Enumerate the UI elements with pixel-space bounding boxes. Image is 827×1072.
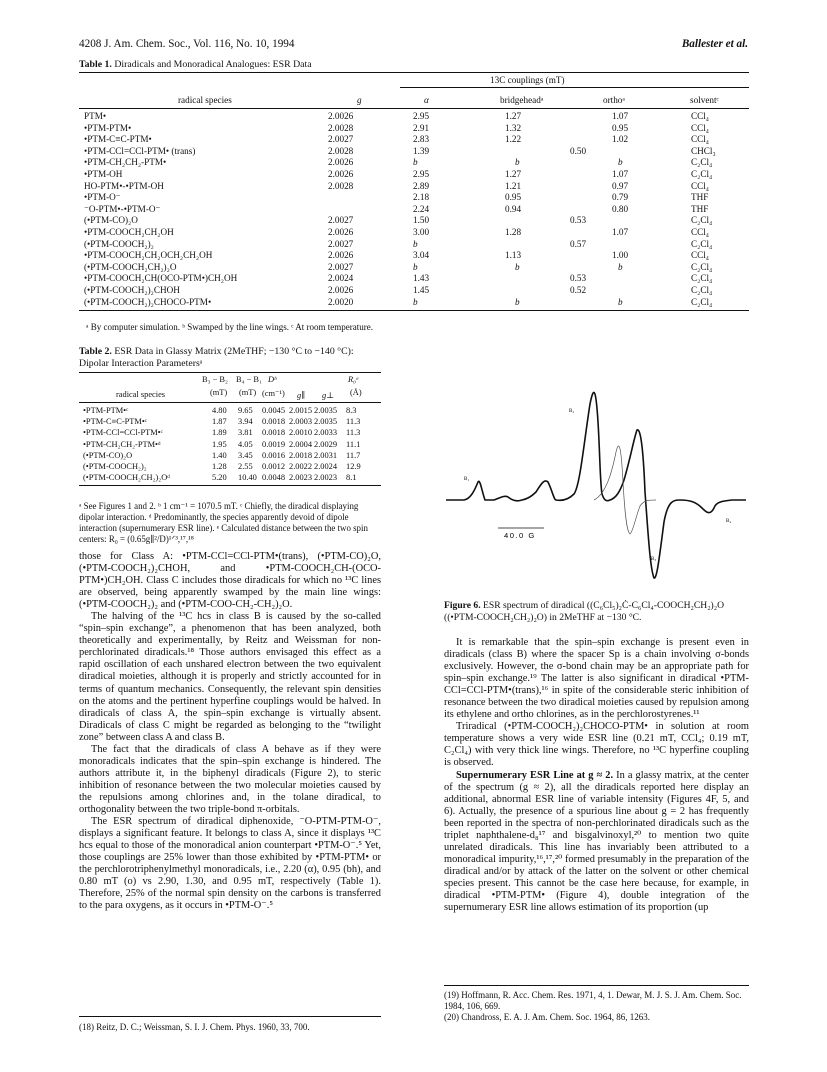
table1-cell-bridgehead-ortho: 0.53 — [570, 273, 587, 284]
table1-cell-ortho: b — [618, 296, 623, 307]
table1-cell-solvent: C₂Cl₄ — [691, 285, 713, 295]
left-paragraph-2: The halving of the ¹³C hcs in class B is caused by the so-called “spin–spin exchange”, a phenomenon that has been analyzed, both theoretically and experimentally, by Reitz and Weissman for non-perchlorinated diradicals.¹⁸ Those authors envisaged this effect as a rapid oscillation of each unshared electron between the two equivalent diradical moieties, although it is properly and strictly accounted for in terms of quantum mechanics. Consequently, the relevant spin densities on the atoms and the pertinent hyperfine couplings would be halved. In diradicals of class A, the spin–spin exchange is virtually absent. Diradicals of class C might be regarded as belonging to the “twilight zone” between class A and class B. — [79, 611, 381, 743]
table1-group-header: 13C couplings (mT) — [490, 75, 565, 85]
table-row — [0, 427, 400, 438]
table2-cell-species: •PTM-PTM•ᶜ — [83, 406, 129, 415]
table2-cell-value: 9.65 — [238, 406, 253, 415]
table-row — [0, 227, 827, 239]
right-paragraph-3 — [444, 770, 749, 915]
table-row — [0, 239, 827, 251]
table2-cell-value: 5.20 — [212, 473, 227, 483]
table-row — [0, 297, 827, 309]
table1-cell-bridgehead: b — [515, 261, 520, 272]
table-row — [0, 192, 827, 204]
table1-cell-bridgehead: b — [515, 157, 520, 168]
table1-cell-solvent: CCl₄ — [691, 180, 710, 191]
references-right — [444, 990, 749, 1023]
table1-cell-species: (•PTM-COOCH₂CH₂)₂O — [84, 261, 177, 272]
table1-cell-alpha: 2.91 — [413, 122, 430, 133]
table1-cell-solvent: CCl₄ — [691, 250, 710, 261]
table1 — [0, 72, 827, 322]
table1-header-bridgehead: bridgeheadᵃ — [500, 95, 544, 105]
table2-cell-value: 1.89 — [212, 428, 227, 438]
table1-cell-species: •PTM-C≡C-PTM• — [84, 134, 152, 145]
table1-cell-g: 2.0027 — [328, 238, 354, 249]
table1-cell-alpha: b — [413, 261, 418, 272]
table1-cell-bridgehead-ortho: 0.50 — [570, 145, 587, 156]
table1-cell-ortho: 1.00 — [612, 250, 629, 261]
table1-cell-species: ⁻O-PTM•-•PTM-O⁻ — [84, 203, 161, 214]
table2-cell-value: 11.3 — [346, 428, 361, 438]
table1-cell-g: 2.0028 — [328, 180, 354, 191]
table1-cell-solvent: CCl₄ — [691, 227, 710, 237]
table-row — [0, 181, 827, 193]
reference-19: (19) Hoffmann, R. Acc. Chem. Res. 1971, 4, 1. Dewar, M. J. S. J. Am. Chem. Soc. 1984, 106, 669. — [444, 990, 742, 1011]
table2-cell-value: 2.0010 — [289, 428, 313, 438]
table2-caption-text: ESR Data in Glassy Matrix (2MeTHF; −130 °C to −140 °C): Dipolar Interaction Parametersᵃ — [79, 346, 354, 370]
table2-header-r0-unit: (Å) — [350, 388, 362, 397]
table1-cell-bridgehead: 0.95 — [505, 192, 522, 203]
table2-cell-value: 0.0016 — [262, 450, 286, 460]
table-row — [0, 439, 400, 450]
table2-cell-value: 1.28 — [212, 462, 227, 471]
table1-cell-solvent: CCl₄ — [691, 122, 710, 133]
table1-cell-species: •PTM-COOCH₂CH₂OCH₂CH₂OH — [84, 250, 213, 261]
table1-cell-bridgehead: 1.27 — [505, 111, 522, 121]
table-row — [0, 146, 827, 158]
table1-cell-solvent: C₂Cl₄ — [691, 296, 713, 307]
left-column-text — [79, 551, 381, 912]
table1-cell-bridgehead: 1.13 — [505, 250, 522, 261]
table2-cell-value: 2.0035 — [314, 406, 338, 415]
table1-cell-alpha: 2.95 — [413, 169, 430, 179]
table2-caption — [79, 346, 379, 370]
table1-cell-solvent: THF — [691, 192, 709, 203]
table1-cell-solvent: CCl₄ — [691, 134, 710, 145]
table-row — [0, 285, 827, 297]
table2-cell-value: 8.3 — [346, 406, 357, 415]
table2-header-d: Dᵇ — [268, 375, 277, 384]
table2-cell-species: (•PTM-COOCH₂)₂ — [83, 462, 147, 471]
table1-cell-solvent: C₂Cl₄ — [691, 261, 713, 272]
table2-footnote: ᵃ See Figures 1 and 2. ᵇ 1 cm⁻¹ = 1070.5 mT. ᶜ Chiefly, the diradical displaying dipolar interaction. ᵈ Predominantly, the species apparently devoid of dipole interaction (supernumerary ESR line). ᵉ Calculated distance between the two spin centers: R₀ = (0.65g∥²/D)¹ᐟ³,¹⁷,¹⁸ — [79, 501, 368, 544]
table1-header-g: g — [357, 95, 362, 105]
figure6-caption-text: ESR spectrum of diradical ((C₆Cl₅)₂Ċ-C₆Cl₄-COOCH₂CH₂)₂O ((•PTM-COOCH₂CH₂)₂O) in 2MeTHF at −130 °C. — [444, 600, 725, 623]
table1-cell-bridgehead-ortho: 0.57 — [570, 238, 587, 249]
left-paragraph-3: The fact that the diradicals of class A behave as if they were monoradicals indicates that the spin–spin exchange is hindered. The authors attribute it, in the biphenyl diradicals (Figure 2), to steric inhibition of resonance between the two molecular moieties caused by the repulsions among chlorines and, in the tolane diradical, to orthogonality between the two triple-bond π-orbitals. — [79, 743, 381, 815]
table2-cell-value: 2.0015 — [289, 406, 313, 415]
table1-header-solvent: solventᶜ — [690, 95, 719, 105]
table1-cell-alpha: 1.50 — [413, 215, 430, 226]
table1-cell-species: •PTM-CH₂CH₂-PTM• — [84, 157, 167, 168]
table1-cell-alpha: 2.24 — [413, 203, 430, 214]
table1-cell-ortho: b — [618, 261, 623, 272]
table2-caption-label: Table 2. — [79, 346, 112, 357]
table2-cell-value: 0.0018 — [262, 428, 286, 438]
table2-cell-value: 2.0024 — [314, 462, 338, 471]
table1-cell-species: •PTM-OH — [84, 169, 123, 179]
table2-cell-species: (•PTM-CO)₂O — [83, 450, 133, 460]
table1-header-ortho: orthoᵃ — [603, 95, 625, 105]
table1-cell-bridgehead-ortho: 0.53 — [570, 215, 587, 226]
table1-cell-alpha: 1.43 — [413, 273, 430, 284]
left-paragraph-1: those for Class A: •PTM-CCl=CCl-PTM•(trans), (•PTM-CO)₂O, (•PTM-COOCH₂)₂CHOH, and •PTM-COOCH₂CH-(OCO-PTM•)CH₂OH. Class C includes those diradicals for which no ¹³C lines are observed, being apparently swamped by the main line wings: (•PTM-COOCH₂)₂ and (•PTM-COO-CH₂-CH₂)₂O. — [79, 551, 381, 611]
table-row — [0, 461, 400, 472]
table1-cell-g: 2.0026 — [328, 169, 354, 179]
table1-cell-alpha: 1.45 — [413, 285, 430, 295]
table1-cell-alpha: 2.18 — [413, 192, 430, 203]
table1-cell-g: 2.0026 — [328, 111, 354, 121]
table1-cell-g: 2.0026 — [328, 250, 354, 261]
table1-cell-solvent: THF — [691, 203, 709, 214]
section-heading: Supernumerary ESR Line at g ≈ 2. — [456, 769, 614, 781]
running-header-left: 4208 J. Am. Chem. Soc., Vol. 116, No. 10, 1994 — [79, 38, 295, 50]
table1-cell-species: PTM• — [84, 111, 107, 121]
table1-cell-species: •PTM-COOCH₂CH₂OH — [84, 227, 174, 237]
table2-cell-value: 4.05 — [238, 439, 253, 449]
table-row — [0, 273, 827, 285]
table1-caption-label: Table 1. — [79, 59, 112, 70]
table1-cell-solvent: CHCl₃ — [691, 145, 716, 156]
figure6-caption — [444, 600, 749, 624]
table2-cell-value: 4.80 — [212, 406, 227, 415]
esr-spectrum-trace — [446, 392, 746, 578]
table2-cell-value: 2.0023 — [314, 473, 338, 483]
table2-cell-value: 2.0018 — [289, 450, 313, 460]
table1-cell-species: •PTM-COOCH₂CH(OCO-PTM•)CH₂OH — [84, 273, 238, 284]
table2-cell-value: 2.0033 — [314, 428, 338, 438]
table-row — [0, 134, 827, 146]
table1-cell-alpha: 3.04 — [413, 250, 430, 261]
table1-cell-ortho: 1.02 — [612, 134, 629, 145]
table1-cell-alpha: 3.00 — [413, 227, 430, 237]
table1-cell-species: •PTM-O⁻ — [84, 192, 121, 203]
table1-cell-bridgehead: 1.27 — [505, 169, 522, 179]
table2-header-gperp: g⊥ — [322, 391, 335, 400]
table1-cell-bridgehead: 0.94 — [505, 203, 522, 214]
table1-cell-g: 2.0027 — [328, 134, 354, 145]
table1-cell-g: 2.0020 — [328, 296, 354, 307]
table1-cell-bridgehead: b — [515, 296, 520, 307]
table1-cell-species: •PTM-CCl=CCl-PTM• (trans) — [84, 145, 196, 156]
table2-cell-value: 3.81 — [238, 428, 253, 438]
table2-cell-value: 2.0003 — [289, 417, 313, 427]
table1-cell-ortho: 0.97 — [612, 180, 629, 191]
table1-cell-ortho: 0.79 — [612, 192, 629, 203]
table1-cell-alpha: 2.83 — [413, 134, 430, 145]
table1-cell-species: (•PTM-COOCH₂)₂CHOH — [84, 285, 180, 295]
table2-cell-value: 8.1 — [346, 473, 357, 483]
table1-cell-solvent: C₂Cl₄ — [691, 215, 713, 226]
table2-cell-value: 1.95 — [212, 439, 227, 449]
table2-cell-value: 1.40 — [212, 450, 227, 460]
table2-cell-value: 11.1 — [346, 439, 361, 449]
right-paragraph-3-text: In a glassy matrix, at the center of the spectrum (g ≈ 2), all the diradicals reported here display an additional, abnormal ESR line of variable intensity (Figures 4F, 5, and 6). Actually, the presence of a spurious line about g = 2 has frequently been reported in the spectra of non-perchlorinated diradicals such as the triplet naphthalene-d₈¹⁷ and bisgalvinoxyl,²⁰ to mention two quite unrelated diradicals. This line has invariably been attributed to a monoradical impurity,¹⁶,¹⁷,²⁰ formed presumably in the preparation of the diradical and/or by attack of the latter on the solvent or other chemical species present. This cannot be the case here because, for example, in diradical •PTM-PTM• (Figure 4), double integration of the supernumerary ESR line allows estimation of its proportion (up — [444, 769, 750, 914]
table-row — [0, 169, 827, 181]
table1-cell-species: •PTM-PTM• — [84, 122, 132, 133]
table2-cell-value: 2.0035 — [314, 417, 338, 427]
table1-cell-alpha: 2.95 — [413, 111, 430, 121]
table1-cell-bridgehead: 1.21 — [505, 180, 522, 191]
table1-cell-solvent: CCl₄ — [691, 111, 710, 121]
table1-cell-alpha: b — [413, 238, 418, 249]
table1-cell-ortho: 1.07 — [612, 111, 629, 121]
table1-cell-g: 2.0028 — [328, 122, 354, 133]
table1-cell-bridgehead: 1.28 — [505, 227, 522, 237]
table2-header-d-unit: (cm⁻¹) — [262, 389, 285, 398]
table1-cell-solvent: C₂Cl₄ — [691, 169, 713, 179]
table2-header-r0: R₀ᵉ — [348, 375, 359, 384]
table-row — [0, 450, 400, 461]
table2-header-b4b1-unit: (mT) — [239, 388, 257, 397]
table-row — [0, 472, 400, 483]
table2-cell-value: 0.0019 — [262, 439, 286, 449]
table2-cell-value: 2.0022 — [289, 462, 313, 471]
table1-cell-species: (•PTM-COOCH₂)₂CHOCO-PTM• — [84, 296, 212, 307]
table2 — [0, 372, 400, 500]
table2-header-b3b2: B₃ − B₂ — [202, 375, 228, 384]
right-paragraph-2: Triradical (•PTM-COOCH₂)₂CHOCO-PTM• in solution at room temperature shows a very wide ESR line (0.21 mT, CCl₄; 0.19 mT, C₂Cl₄) with very thick line wings. Therefore, no ¹³C hyperfine coupling is observed. — [444, 721, 749, 769]
table2-cell-value: 0.0045 — [262, 406, 286, 415]
table2-cell-value: 2.0023 — [289, 473, 313, 483]
esr-spectrum-figure — [444, 382, 749, 592]
table2-cell-value: 2.0031 — [314, 450, 338, 460]
table2-cell-value: 11.7 — [346, 450, 361, 460]
table2-header-species: radical species — [116, 390, 166, 399]
table-row — [0, 262, 827, 274]
table1-cell-g: 2.0024 — [328, 273, 354, 284]
table2-cell-value: 10.40 — [238, 473, 257, 483]
table1-caption — [79, 59, 312, 70]
table-row — [0, 111, 827, 123]
table1-cell-alpha: 1.39 — [413, 145, 430, 156]
table1-footnote: ᵃ By computer simulation. ᵇ Swamped by the line wings. ᶜ At room temperature. — [86, 322, 374, 332]
table1-header-species: radical species — [178, 95, 232, 105]
table1-cell-species: HO-PTM•-•PTM-OH — [84, 180, 164, 191]
table2-cell-species: •PTM-C≡C-PTM•ᶜ — [83, 417, 147, 427]
table1-cell-g: 2.0026 — [328, 157, 354, 168]
table1-cell-g: 2.0028 — [328, 145, 354, 156]
table2-cell-value: 0.0048 — [262, 473, 286, 483]
table1-cell-g: 2.0027 — [328, 215, 354, 226]
table1-cell-g: 2.0026 — [328, 227, 354, 237]
table1-cell-species: (•PTM-COOCH₂)₂ — [84, 238, 154, 249]
table2-cell-value: 1.87 — [212, 417, 227, 427]
table1-cell-ortho: 0.80 — [612, 203, 629, 214]
table2-cell-value: 2.0004 — [289, 439, 313, 449]
table1-cell-ortho: 1.07 — [612, 227, 629, 237]
b1-label: B₁ — [464, 477, 470, 482]
table1-cell-ortho: 1.07 — [612, 169, 629, 179]
reference-18: (18) Reitz, D. C.; Weissman, S. I. J. Chem. Phys. 1960, 33, 700. — [79, 1022, 310, 1032]
running-header-right: Ballester et al. — [681, 38, 748, 50]
b4-label: B₄ — [726, 519, 732, 524]
table1-cell-bridgehead: 1.22 — [505, 134, 522, 145]
table2-header-b4b1: B₄ − B₁ — [236, 375, 262, 384]
table1-cell-bridgehead: 1.32 — [505, 122, 522, 133]
table1-header-alpha: α — [424, 95, 429, 105]
table2-cell-value: 12.9 — [346, 462, 361, 471]
scale-label: 40.0 G — [504, 531, 536, 540]
left-paragraph-4: The ESR spectrum of diradical diphenoxide, ⁻O-PTM-PTM-O⁻, displays a significant feature. It belongs to class A, since it displays ¹³C hcs equal to those of the monoradical anion counterpart •PTM-O⁻.⁵ Yet, those couplings are 25% lower than those exhibited by •PTM-PTM• or the perchlorotriphenylmethyl monoradicals, i.e., 2.20 (α), 0.95 (bh), and 0.80 mT (o) vs 2.90, 1.30, and 0.95 mT, respectively (Table 1). Therefore, 25% of the normal spin density on the carbons is transferred to the para oxygens, as it occurs in •PTM-O⁻.⁵ — [79, 816, 381, 912]
table2-header-gpar: g∥ — [297, 391, 306, 400]
table1-cell-bridgehead-ortho: 0.52 — [570, 285, 587, 295]
table1-cell-g: 2.0026 — [328, 285, 354, 295]
table2-cell-value: 0.0012 — [262, 462, 286, 471]
table1-cell-ortho: b — [618, 157, 623, 168]
table1-cell-solvent: C₂Cl₄ — [691, 238, 713, 249]
reference-20: (20) Chandross, E. A. J. Am. Chem. Soc. 1964, 86, 1263. — [444, 1012, 650, 1022]
table1-cell-alpha: b — [413, 157, 418, 168]
table-row — [0, 204, 827, 216]
table1-caption-text: Diradicals and Monoradical Analogues: ESR Data — [114, 59, 312, 70]
table-row — [0, 123, 827, 135]
table-row — [0, 416, 400, 427]
right-paragraph-1: It is remarkable that the spin–spin exchange is present even in diradicals (class B) where the spacer Sp is a chain involving σ-bonds exclusively. However, the σ-bond chain may be an appropriate path for spin–spin exchange.¹⁹ The latter is also significant in diradical •PTM-CCl=CCl-PTM•(trans),¹⁶ in spite of the considerable steric inhibition of resonance between the two diradical moieties caused by repulsion among its ethylene and ortho chlorines, as in the perchlorostyrenes.¹¹ — [444, 637, 749, 721]
table-row — [0, 250, 827, 262]
figure6-caption-label: Figure 6. — [444, 600, 481, 611]
table-row — [0, 157, 827, 169]
table-row — [0, 405, 400, 416]
table2-cell-value: 0.0018 — [262, 417, 286, 427]
table2-cell-value: 3.94 — [238, 417, 253, 427]
table2-cell-value: 3.45 — [238, 450, 253, 460]
table1-cell-solvent: C₂Cl₄ — [691, 273, 713, 284]
table1-cell-solvent: C₂Cl₄ — [691, 157, 713, 168]
table2-cell-species: •PTM-CCl=CCl-PTM•ᶜ — [83, 428, 163, 438]
table2-cell-value: 11.3 — [346, 417, 361, 427]
table1-cell-ortho: 0.95 — [612, 122, 629, 133]
table1-cell-alpha: 2.89 — [413, 180, 430, 191]
table1-cell-alpha: b — [413, 296, 418, 307]
b3-label: B₃ — [651, 557, 657, 562]
table-row — [0, 215, 827, 227]
b2-label: B₂ — [569, 409, 575, 414]
right-column-text — [444, 637, 749, 914]
table2-cell-species: •PTM-CH₂CH₂-PTM•ᵈ — [83, 439, 161, 449]
table2-cell-value: 2.0029 — [314, 439, 338, 449]
table2-cell-value: 2.55 — [238, 462, 253, 471]
table1-cell-species: (•PTM-CO)₂O — [84, 215, 138, 226]
table1-cell-g: 2.0027 — [328, 261, 354, 272]
table2-cell-species: (•PTM-COOCH₂CH₂)₂Oᵈ — [83, 473, 170, 483]
table2-header-b3b2-unit: (mT) — [210, 388, 228, 397]
